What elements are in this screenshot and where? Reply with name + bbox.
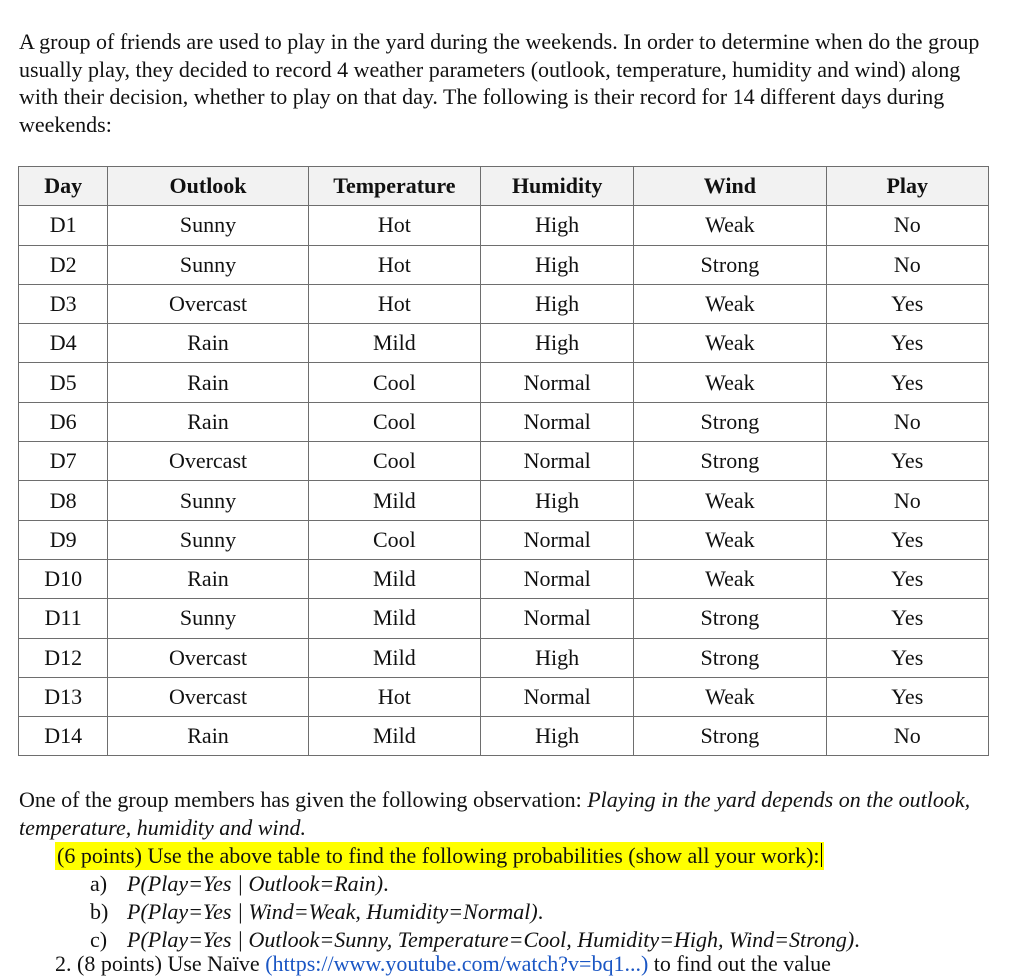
cell-play: No bbox=[826, 481, 988, 520]
table-row bbox=[19, 677, 989, 716]
cell-humidity: High bbox=[481, 481, 634, 520]
cell-wind: Strong bbox=[634, 717, 826, 756]
cell-temperature: Mild bbox=[308, 717, 480, 756]
cell-humidity: High bbox=[481, 717, 634, 756]
video-link[interactable]: (https://www.youtube.com/watch?v=bq1...) bbox=[265, 951, 649, 976]
question-item bbox=[90, 870, 860, 898]
cell-play: Yes bbox=[826, 559, 988, 598]
cell-play: Yes bbox=[826, 363, 988, 402]
question-suffix: . bbox=[537, 899, 544, 924]
cell-wind: Weak bbox=[634, 324, 826, 363]
probability-questions bbox=[90, 870, 860, 954]
table-row bbox=[19, 363, 989, 402]
task-text: (6 points) Use the above table to find the following probabilities (show all your work): bbox=[57, 843, 820, 868]
cell-play: No bbox=[826, 245, 988, 284]
cell-day: D10 bbox=[19, 559, 108, 598]
cell-day: D13 bbox=[19, 677, 108, 716]
observation-quote: Playing in the yard depends on the outlook, temperature, humidity and wind. bbox=[19, 787, 971, 840]
cell-wind: Weak bbox=[634, 206, 826, 245]
question-suffix: . bbox=[854, 927, 860, 952]
table-row bbox=[19, 324, 989, 363]
cell-wind: Weak bbox=[634, 363, 826, 402]
cell-temperature: Hot bbox=[308, 677, 480, 716]
cell-outlook: Overcast bbox=[108, 442, 308, 481]
header-day: Day bbox=[19, 167, 108, 206]
cell-humidity: Normal bbox=[481, 402, 634, 441]
cell-humidity: High bbox=[481, 638, 634, 677]
question-expression: P(Play=Yes | Outlook=Rain) bbox=[127, 871, 384, 896]
weather-records-table bbox=[18, 166, 989, 756]
cell-temperature: Cool bbox=[308, 363, 480, 402]
cell-day: D3 bbox=[19, 284, 108, 323]
next-question-partial bbox=[55, 950, 831, 978]
cell-outlook: Sunny bbox=[108, 481, 308, 520]
observation-lead: One of the group members has given the following observation: bbox=[19, 787, 588, 812]
cell-humidity: Normal bbox=[481, 599, 634, 638]
question-expression: P(Play=Yes | Outlook=Sunny, Temperature=Cool, Humidity=High, Wind=Strong) bbox=[127, 927, 855, 952]
header-temperature: Temperature bbox=[308, 167, 480, 206]
cell-humidity: Normal bbox=[481, 442, 634, 481]
cell-humidity: Normal bbox=[481, 520, 634, 559]
cell-outlook: Rain bbox=[108, 559, 308, 598]
cell-outlook: Sunny bbox=[108, 520, 308, 559]
cell-temperature: Cool bbox=[308, 520, 480, 559]
header-humidity: Humidity bbox=[481, 167, 634, 206]
table-header-row bbox=[19, 167, 989, 206]
cell-play: Yes bbox=[826, 324, 988, 363]
table-row bbox=[19, 442, 989, 481]
cell-wind: Strong bbox=[634, 245, 826, 284]
task-instruction-highlight bbox=[55, 842, 824, 870]
cell-outlook: Sunny bbox=[108, 206, 308, 245]
cell-day: D4 bbox=[19, 324, 108, 363]
table-row bbox=[19, 559, 989, 598]
cell-wind: Strong bbox=[634, 442, 826, 481]
cell-play: No bbox=[826, 717, 988, 756]
intro-paragraph: A group of friends are used to play in the yard during the weekends. In order to determine when do the group usually play, they decided to record 4 weather parameters (outlook, temperature, humidity and wind) along with their decision, whether to play on that day. The following is their record for 14 different days during weekends: bbox=[19, 29, 980, 137]
cell-temperature: Cool bbox=[308, 442, 480, 481]
header-wind: Wind bbox=[634, 167, 826, 206]
cell-day: D2 bbox=[19, 245, 108, 284]
question-suffix: . bbox=[383, 871, 389, 896]
table-row bbox=[19, 717, 989, 756]
cell-wind: Strong bbox=[634, 638, 826, 677]
header-play: Play bbox=[826, 167, 988, 206]
cell-outlook: Rain bbox=[108, 324, 308, 363]
cell-day: D6 bbox=[19, 402, 108, 441]
cell-temperature: Hot bbox=[308, 284, 480, 323]
cell-outlook: Overcast bbox=[108, 677, 308, 716]
cell-play: No bbox=[826, 402, 988, 441]
table-row bbox=[19, 284, 989, 323]
cell-play: Yes bbox=[826, 677, 988, 716]
cell-day: D7 bbox=[19, 442, 108, 481]
cell-wind: Weak bbox=[634, 284, 826, 323]
cell-humidity: High bbox=[481, 284, 634, 323]
cell-temperature: Hot bbox=[308, 245, 480, 284]
question-label: b) bbox=[90, 899, 109, 924]
question-item bbox=[90, 898, 860, 926]
cell-temperature: Mild bbox=[308, 324, 480, 363]
next-question-tail: to find out the value bbox=[648, 951, 831, 976]
table-row bbox=[19, 520, 989, 559]
cell-wind: Weak bbox=[634, 520, 826, 559]
cell-humidity: High bbox=[481, 324, 634, 363]
cell-wind: Strong bbox=[634, 599, 826, 638]
cell-humidity: High bbox=[481, 206, 634, 245]
cell-play: No bbox=[826, 206, 988, 245]
cell-day: D14 bbox=[19, 717, 108, 756]
cell-temperature: Mild bbox=[308, 638, 480, 677]
cell-humidity: High bbox=[481, 245, 634, 284]
cell-day: D11 bbox=[19, 599, 108, 638]
cell-wind: Weak bbox=[634, 677, 826, 716]
cell-play: Yes bbox=[826, 442, 988, 481]
question-label: a) bbox=[90, 871, 108, 896]
table-body bbox=[19, 206, 989, 756]
cell-temperature: Mild bbox=[308, 559, 480, 598]
cell-outlook: Rain bbox=[108, 402, 308, 441]
table-row bbox=[19, 638, 989, 677]
cell-outlook: Overcast bbox=[108, 284, 308, 323]
cell-day: D1 bbox=[19, 206, 108, 245]
cell-outlook: Rain bbox=[108, 363, 308, 402]
cell-outlook: Rain bbox=[108, 717, 308, 756]
text-cursor bbox=[821, 843, 822, 867]
table-row bbox=[19, 481, 989, 520]
cell-day: D9 bbox=[19, 520, 108, 559]
next-question-lead: 2. (8 points) Use Naïve bbox=[55, 951, 266, 976]
observation-paragraph bbox=[19, 786, 1009, 842]
header-outlook: Outlook bbox=[108, 167, 308, 206]
cell-temperature: Hot bbox=[308, 206, 480, 245]
cell-humidity: Normal bbox=[481, 363, 634, 402]
table-row bbox=[19, 206, 989, 245]
cell-temperature: Mild bbox=[308, 481, 480, 520]
table-row bbox=[19, 245, 989, 284]
cell-temperature: Cool bbox=[308, 402, 480, 441]
cell-wind: Weak bbox=[634, 481, 826, 520]
cell-wind: Strong bbox=[634, 402, 826, 441]
cell-humidity: Normal bbox=[481, 559, 634, 598]
question-label: c) bbox=[90, 927, 108, 952]
cell-outlook: Sunny bbox=[108, 245, 308, 284]
cell-play: Yes bbox=[826, 520, 988, 559]
cell-play: Yes bbox=[826, 284, 988, 323]
cell-play: Yes bbox=[826, 599, 988, 638]
cell-day: D12 bbox=[19, 638, 108, 677]
cell-outlook: Overcast bbox=[108, 638, 308, 677]
question-expression: P(Play=Yes | Wind=Weak, Humidity=Normal) bbox=[127, 899, 538, 924]
cell-day: D8 bbox=[19, 481, 108, 520]
cell-humidity: Normal bbox=[481, 677, 634, 716]
cell-play: Yes bbox=[826, 638, 988, 677]
cell-wind: Weak bbox=[634, 559, 826, 598]
table-row bbox=[19, 599, 989, 638]
cell-outlook: Sunny bbox=[108, 599, 308, 638]
table-row bbox=[19, 402, 989, 441]
cell-day: D5 bbox=[19, 363, 108, 402]
cell-temperature: Mild bbox=[308, 599, 480, 638]
